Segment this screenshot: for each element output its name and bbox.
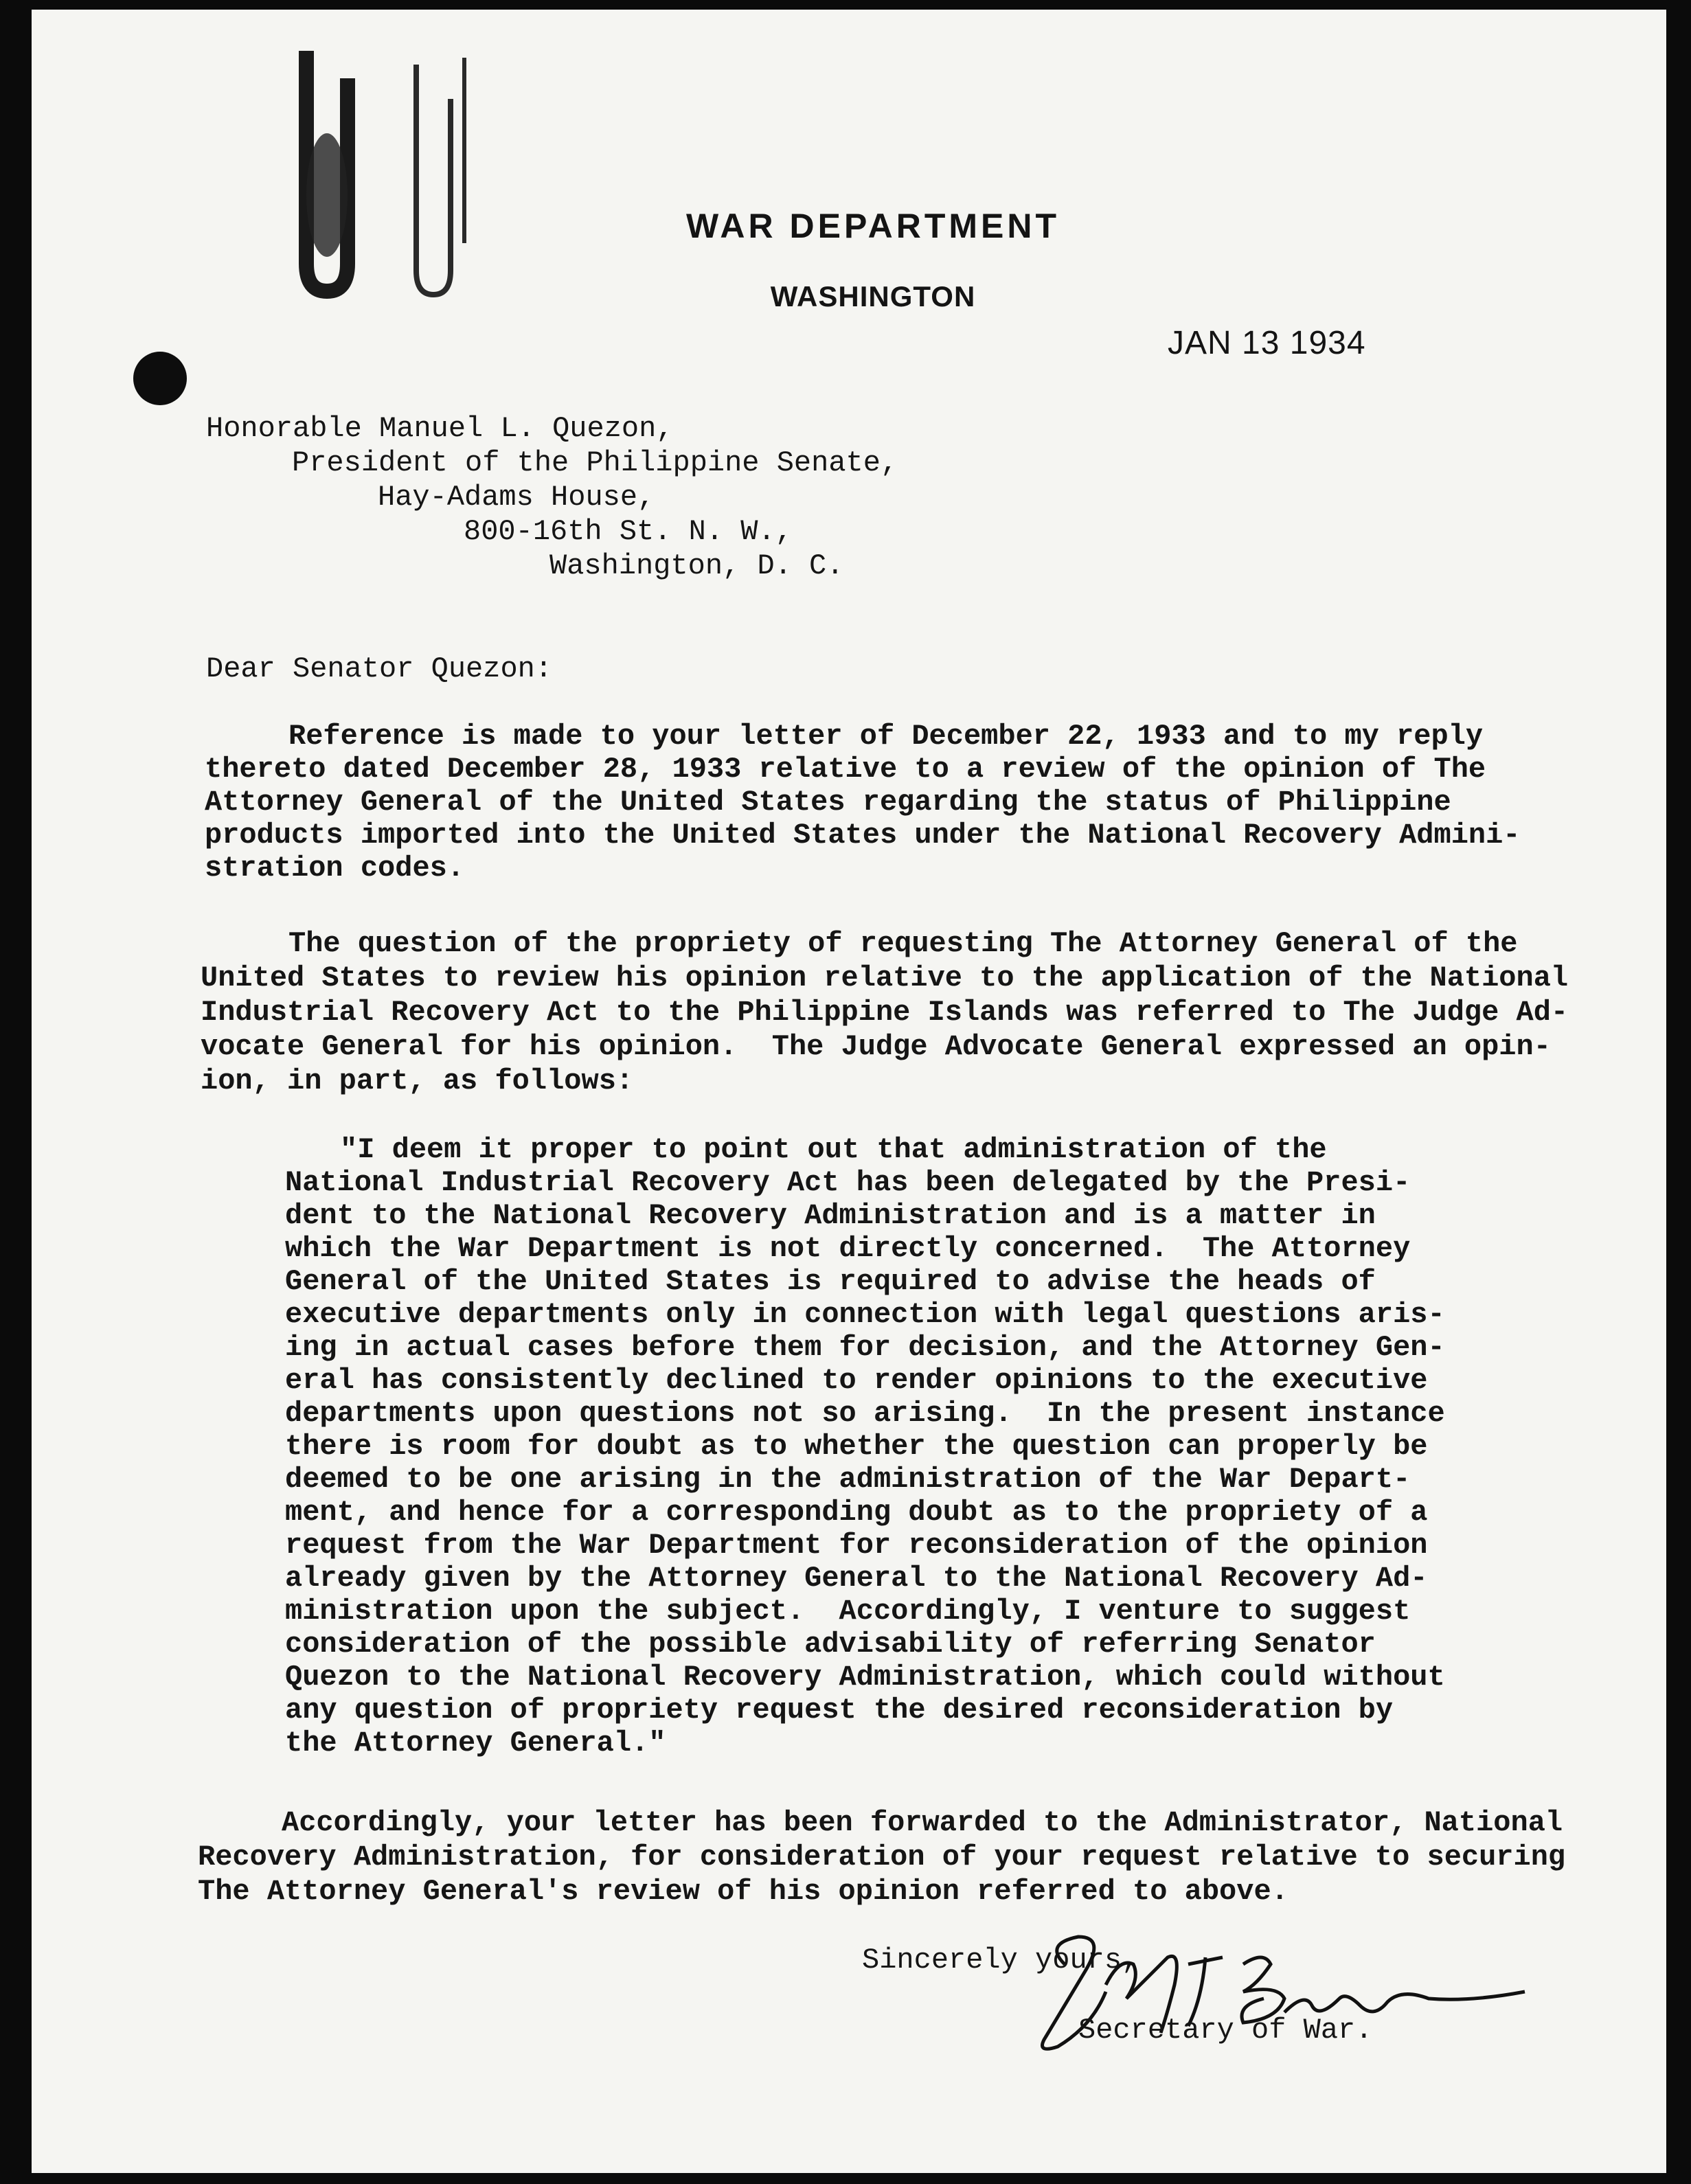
quote-line: eral has consistently declined to render opinions to the executive (285, 1364, 1428, 1397)
paragraph-line: Industrial Recovery Act to the Philippine Islands was referred to The Judge Ad- (201, 996, 1569, 1029)
quote-line: departments upon questions not so arising. In the present instance (285, 1397, 1445, 1430)
paragraph-line: products imported into the United States under the National Recovery Admini- (205, 819, 1521, 852)
quote-line: executive departments only in connection with legal questions aris- (285, 1298, 1445, 1331)
punch-hole (133, 352, 187, 405)
address-line: Washington, D. C. (549, 549, 844, 582)
quote-line: ment, and hence for a corresponding doubt as to the propriety of a (285, 1496, 1428, 1529)
quote-line: request from the War Department for reconsideration of the opinion (285, 1529, 1428, 1562)
paragraph-line: Accordingly, your letter has been forwarded to the Administrator, National (282, 1806, 1563, 1839)
handwritten-signature (1017, 1916, 1539, 2081)
paragraph-line: stration codes. (205, 852, 465, 885)
address-line: Honorable Manuel L. Quezon, (206, 412, 674, 445)
paragraph-line: Attorney General of the United States regarding the status of Philippine (205, 786, 1451, 819)
closing: Sincerely yours, (862, 1944, 1139, 1977)
date-stamp: JAN 13 1934 (1168, 325, 1366, 361)
quote-line: National Industrial Recovery Act has been delegated by the Presi- (285, 1166, 1411, 1199)
quote-line: "I deem it proper to point out that administration of the (340, 1133, 1327, 1166)
paragraph-line: United States to review his opinion relative to the application of the National (201, 962, 1569, 994)
letterhead-city: WASHINGTON (770, 280, 976, 312)
paragraph-line: The Attorney General's review of his opinion referred to above. (198, 1875, 1289, 1908)
paperclip-mark (258, 37, 506, 305)
quote-line: General of the United States is required to advise the heads of (285, 1265, 1376, 1298)
quote-line: ing in actual cases before them for decision, and the Attorney Gen- (285, 1331, 1445, 1364)
address-line: President of the Philippine Senate, (292, 446, 898, 479)
letterhead-department: WAR DEPARTMENT (685, 207, 1060, 245)
quote-line: which the War Department is not directly concerned. The Attorney (285, 1232, 1411, 1265)
paragraph-line: Reference is made to your letter of December 22, 1933 and to my reply (288, 720, 1484, 753)
paragraph-line: vocate General for his opinion. The Judge Advocate General expressed an opin- (201, 1030, 1551, 1063)
salutation: Dear Senator Quezon: (206, 652, 553, 685)
quote-line: there is room for doubt as to whether the question can properly be (285, 1430, 1428, 1463)
paragraph-line: The question of the propriety of requesting The Attorney General of the (288, 927, 1518, 960)
quote-line: Quezon to the National Recovery Administration, which could without (285, 1661, 1445, 1694)
quote-line: already given by the Attorney General to the National Recovery Ad- (285, 1562, 1428, 1595)
paragraph-line: thereto dated December 28, 1933 relative to a review of the opinion of The (205, 753, 1486, 786)
address-line: 800-16th St. N. W., (464, 515, 793, 548)
paragraph-line: ion, in part, as follows: (201, 1065, 634, 1097)
quote-line: dent to the National Recovery Administration and is a matter in (285, 1199, 1376, 1232)
quote-line: consideration of the possible advisability of referring Senator (285, 1628, 1376, 1661)
quote-line: the Attorney General." (285, 1727, 666, 1760)
quote-line: any question of propriety request the desired reconsideration by (285, 1694, 1394, 1727)
address-line: Hay-Adams House, (378, 481, 655, 514)
quote-line: ministration upon the subject. Accordingly, I venture to suggest (285, 1595, 1411, 1628)
quote-line: deemed to be one arising in the administration of the War Depart- (285, 1463, 1411, 1496)
signatory-title: Secretary of War. (1078, 2014, 1373, 2047)
paragraph-line: Recovery Administration, for consideration of your request relative to securing (198, 1841, 1566, 1874)
